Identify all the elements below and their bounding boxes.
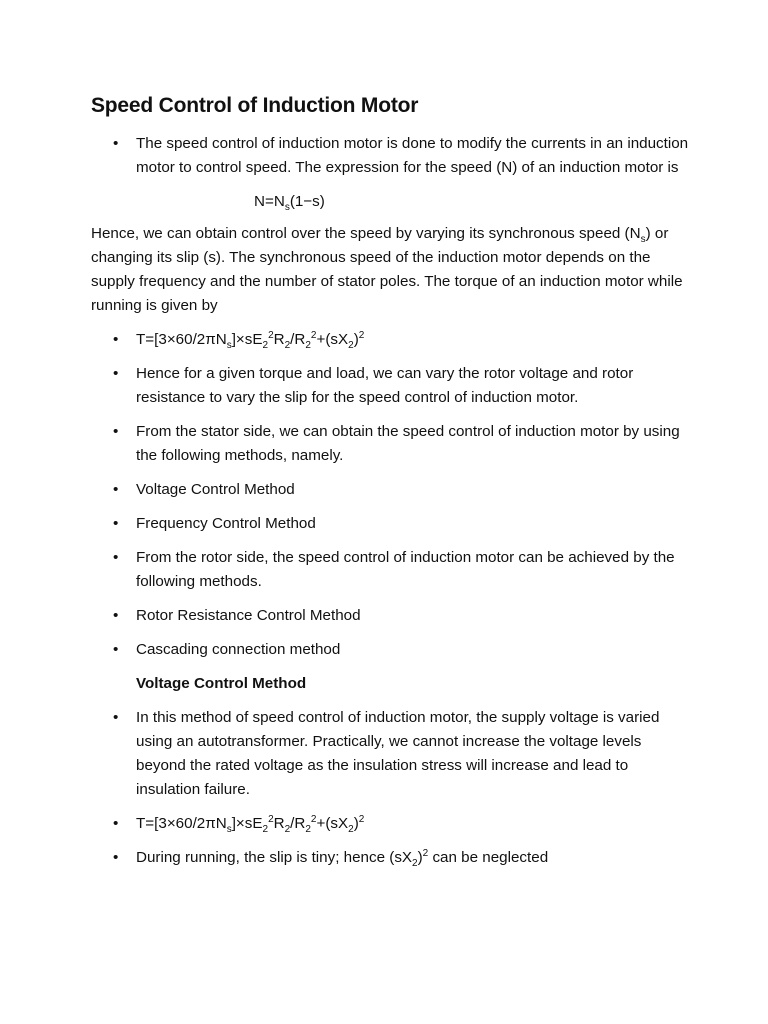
bullet-torque-load: • Hence for a given torque and load, we can vary the rotor voltage and rotor resistance to vary the slip for the speed control of induction motor. — [91, 362, 691, 410]
paragraph-synchronous-speed: Hence, we can obtain control over the speed by varying its synchronous speed $(N_s)$ or changing its slip (s). The synchronous speed of the induction motor depends on the supply frequency and the number of stator poles. The torque of an induction motor while running is given by — [91, 225, 683, 314]
document-body — [91, 132, 691, 880]
bullet-autotransformer: • In this method of speed control of induction motor, the supply voltage is varied using an autotransformer. Practically, we cannot increase the voltage levels beyond the rated voltage as the insulation stress will increase and lead to insulation failure. — [91, 706, 691, 802]
speed-formula: $N=N_s(1-s)$ — [254, 193, 325, 214]
bullet-rotor-resistance: • Rotor Resistance Control Method — [91, 604, 691, 628]
bullet-cascading: • Cascading connection method — [91, 638, 691, 662]
bullet-voltage-control: • Voltage Control Method — [91, 478, 691, 502]
bullet-stator-side: • From the stator side, we can obtain the speed control of induction motor by using the following methods, namely. — [91, 420, 691, 468]
bullet-frequency-control: • Frequency Control Method — [91, 512, 691, 536]
section-heading: Voltage Control Method — [136, 675, 307, 692]
bullet-text: The speed control of induction motor is done to modify the currents in an induction motor to control speed. The expression for the speed (N) of an induction motor is — [136, 135, 689, 176]
bullet-torque-formula-1: • $T=[3\times 60/2\pi N_s]\times sE_2^2R_2/R_2^2+(sX_2)^2$ — [91, 328, 691, 352]
bullet-slip-neglected: • During running, the slip is tiny; hence $(sX_2)^2$ can be neglected — [91, 846, 691, 870]
bullet-rotor-side: • From the rotor side, the speed control of induction motor can be achieved by the following methods. — [91, 546, 691, 594]
bullet-torque-formula-2: • $T=[3\times 60/2\pi N_s]\times sE_2^2R_2/R_2^2+(sX_2)^2$ — [91, 812, 691, 836]
bullet-speed-expression — [91, 132, 691, 180]
page-title: Speed Control of Induction Motor — [91, 94, 419, 117]
